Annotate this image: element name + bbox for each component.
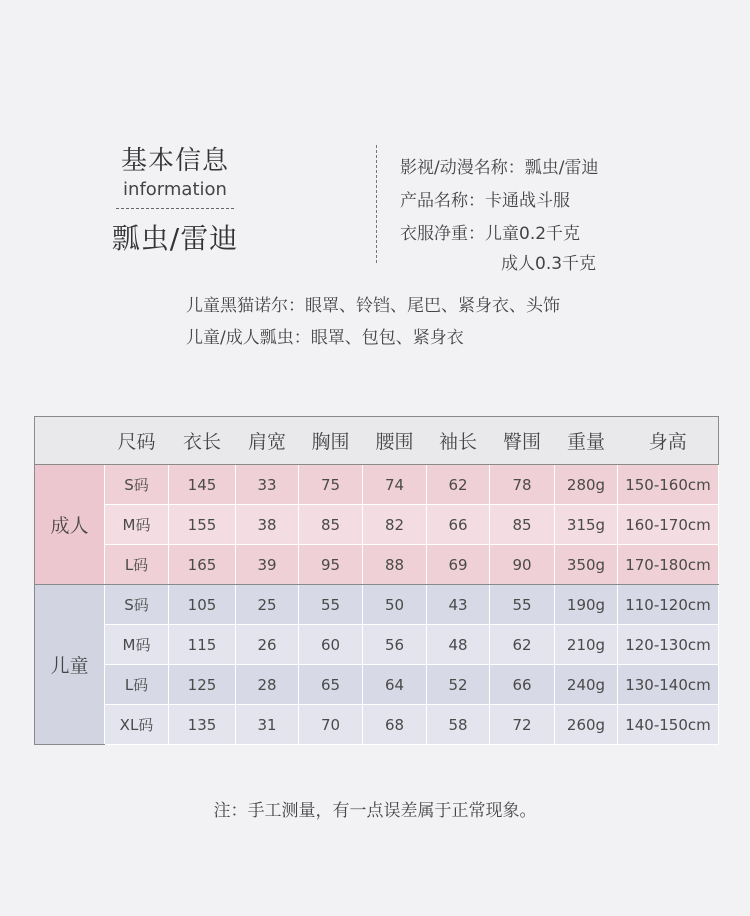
table-cell: 190g [555, 585, 618, 625]
table-row [35, 545, 719, 585]
table-cell: 78 [490, 465, 555, 505]
table-cell: S码 [105, 585, 169, 625]
table-cell: 48 [427, 625, 490, 665]
table-cell: L码 [105, 545, 169, 585]
table-cell: 120-130cm [618, 625, 719, 665]
table-cell: 140-150cm [618, 705, 719, 745]
header-cell: 尺码 [105, 417, 169, 465]
table-cell: 62 [427, 465, 490, 505]
table-cell: 315g [555, 505, 618, 545]
table-cell: 72 [490, 705, 555, 745]
table-cell: 69 [427, 545, 490, 585]
table-cell: 165 [169, 545, 236, 585]
detail-series-name: 影视/动漫名称：瓢虫/雷迪 [400, 158, 599, 178]
table-row [35, 465, 719, 505]
accessory-list [186, 290, 560, 354]
size-chart-table [34, 416, 719, 745]
detail-net-weight-adult: 成人0.3千克 [501, 254, 597, 274]
detail-product-name: 产品名称：卡通战斗服 [400, 191, 570, 211]
table-cell: 115 [169, 625, 236, 665]
table-cell: 56 [363, 625, 427, 665]
table-cell: 350g [555, 545, 618, 585]
table-cell: 60 [299, 625, 363, 665]
table-cell: 31 [236, 705, 299, 745]
table-cell: 58 [427, 705, 490, 745]
table-cell: 145 [169, 465, 236, 505]
table-row [35, 505, 719, 545]
table-cell: 95 [299, 545, 363, 585]
table-cell: 38 [236, 505, 299, 545]
basic-info-block [100, 140, 250, 257]
table-cell: 88 [363, 545, 427, 585]
table-cell: 82 [363, 505, 427, 545]
table-cell: 210g [555, 625, 618, 665]
table-cell: 55 [490, 585, 555, 625]
table-cell: 50 [363, 585, 427, 625]
table-cell: 33 [236, 465, 299, 505]
table-header-row [35, 417, 719, 465]
accessory-cat-noir: 儿童黑猫诺尔：眼罩、铃铛、尾巴、紧身衣、头饰 [186, 296, 560, 316]
table-row [35, 705, 719, 745]
table-row [35, 625, 719, 665]
table-cell: 68 [363, 705, 427, 745]
dotted-divider [116, 208, 234, 209]
table-cell: 150-160cm [618, 465, 719, 505]
table-row [35, 585, 719, 625]
table-cell: 66 [490, 665, 555, 705]
product-name-heading: 瓢虫/雷迪 [111, 222, 239, 255]
header-cell: 身高 [618, 417, 719, 465]
table-cell: M码 [105, 625, 169, 665]
table-cell: 39 [236, 545, 299, 585]
table-cell: 85 [490, 505, 555, 545]
header-cell: 袖长 [427, 417, 490, 465]
table-cell: 105 [169, 585, 236, 625]
table-cell: S码 [105, 465, 169, 505]
table-cell: 90 [490, 545, 555, 585]
table-cell: 65 [299, 665, 363, 705]
table-row [35, 665, 719, 705]
group-label-adult: 成人 [35, 465, 105, 585]
table-cell: 280g [555, 465, 618, 505]
detail-net-weight: 衣服净重：儿童0.2千克 [400, 224, 581, 244]
table-cell: 110-120cm [618, 585, 719, 625]
table-cell: 28 [236, 665, 299, 705]
measurement-note: 注：手工测量，有一点误差属于正常现象。 [213, 801, 537, 821]
table-cell: 130-140cm [618, 665, 719, 705]
table-cell: 70 [299, 705, 363, 745]
table-cell: 160-170cm [618, 505, 719, 545]
table-cell: 260g [555, 705, 618, 745]
header-cell: 腰围 [363, 417, 427, 465]
table-cell: 64 [363, 665, 427, 705]
table-cell: 74 [363, 465, 427, 505]
table-cell: XL码 [105, 705, 169, 745]
header-group-cell [35, 417, 105, 465]
table-cell: 62 [490, 625, 555, 665]
group-label-child: 儿童 [35, 585, 105, 745]
table-cell: L码 [105, 665, 169, 705]
table-cell: 66 [427, 505, 490, 545]
table-cell: 155 [169, 505, 236, 545]
table-cell: M码 [105, 505, 169, 545]
table-cell: 170-180cm [618, 545, 719, 585]
basic-info-subtitle: information [123, 179, 227, 200]
product-details [400, 152, 598, 278]
header-cell: 衣长 [169, 417, 236, 465]
vertical-dotted-divider [376, 145, 377, 263]
header-cell: 胸围 [299, 417, 363, 465]
table-cell: 43 [427, 585, 490, 625]
table-cell: 240g [555, 665, 618, 705]
table-cell: 135 [169, 705, 236, 745]
table-cell: 85 [299, 505, 363, 545]
table-cell: 52 [427, 665, 490, 705]
header-cell: 重量 [555, 417, 618, 465]
table-cell: 125 [169, 665, 236, 705]
table-cell: 75 [299, 465, 363, 505]
accessory-ladybug: 儿童/成人瓢虫：眼罩、包包、紧身衣 [186, 328, 464, 348]
table-cell: 26 [236, 625, 299, 665]
header-cell: 臀围 [490, 417, 555, 465]
table-cell: 25 [236, 585, 299, 625]
table-cell: 55 [299, 585, 363, 625]
basic-info-title: 基本信息 [120, 146, 229, 176]
header-cell: 肩宽 [236, 417, 299, 465]
